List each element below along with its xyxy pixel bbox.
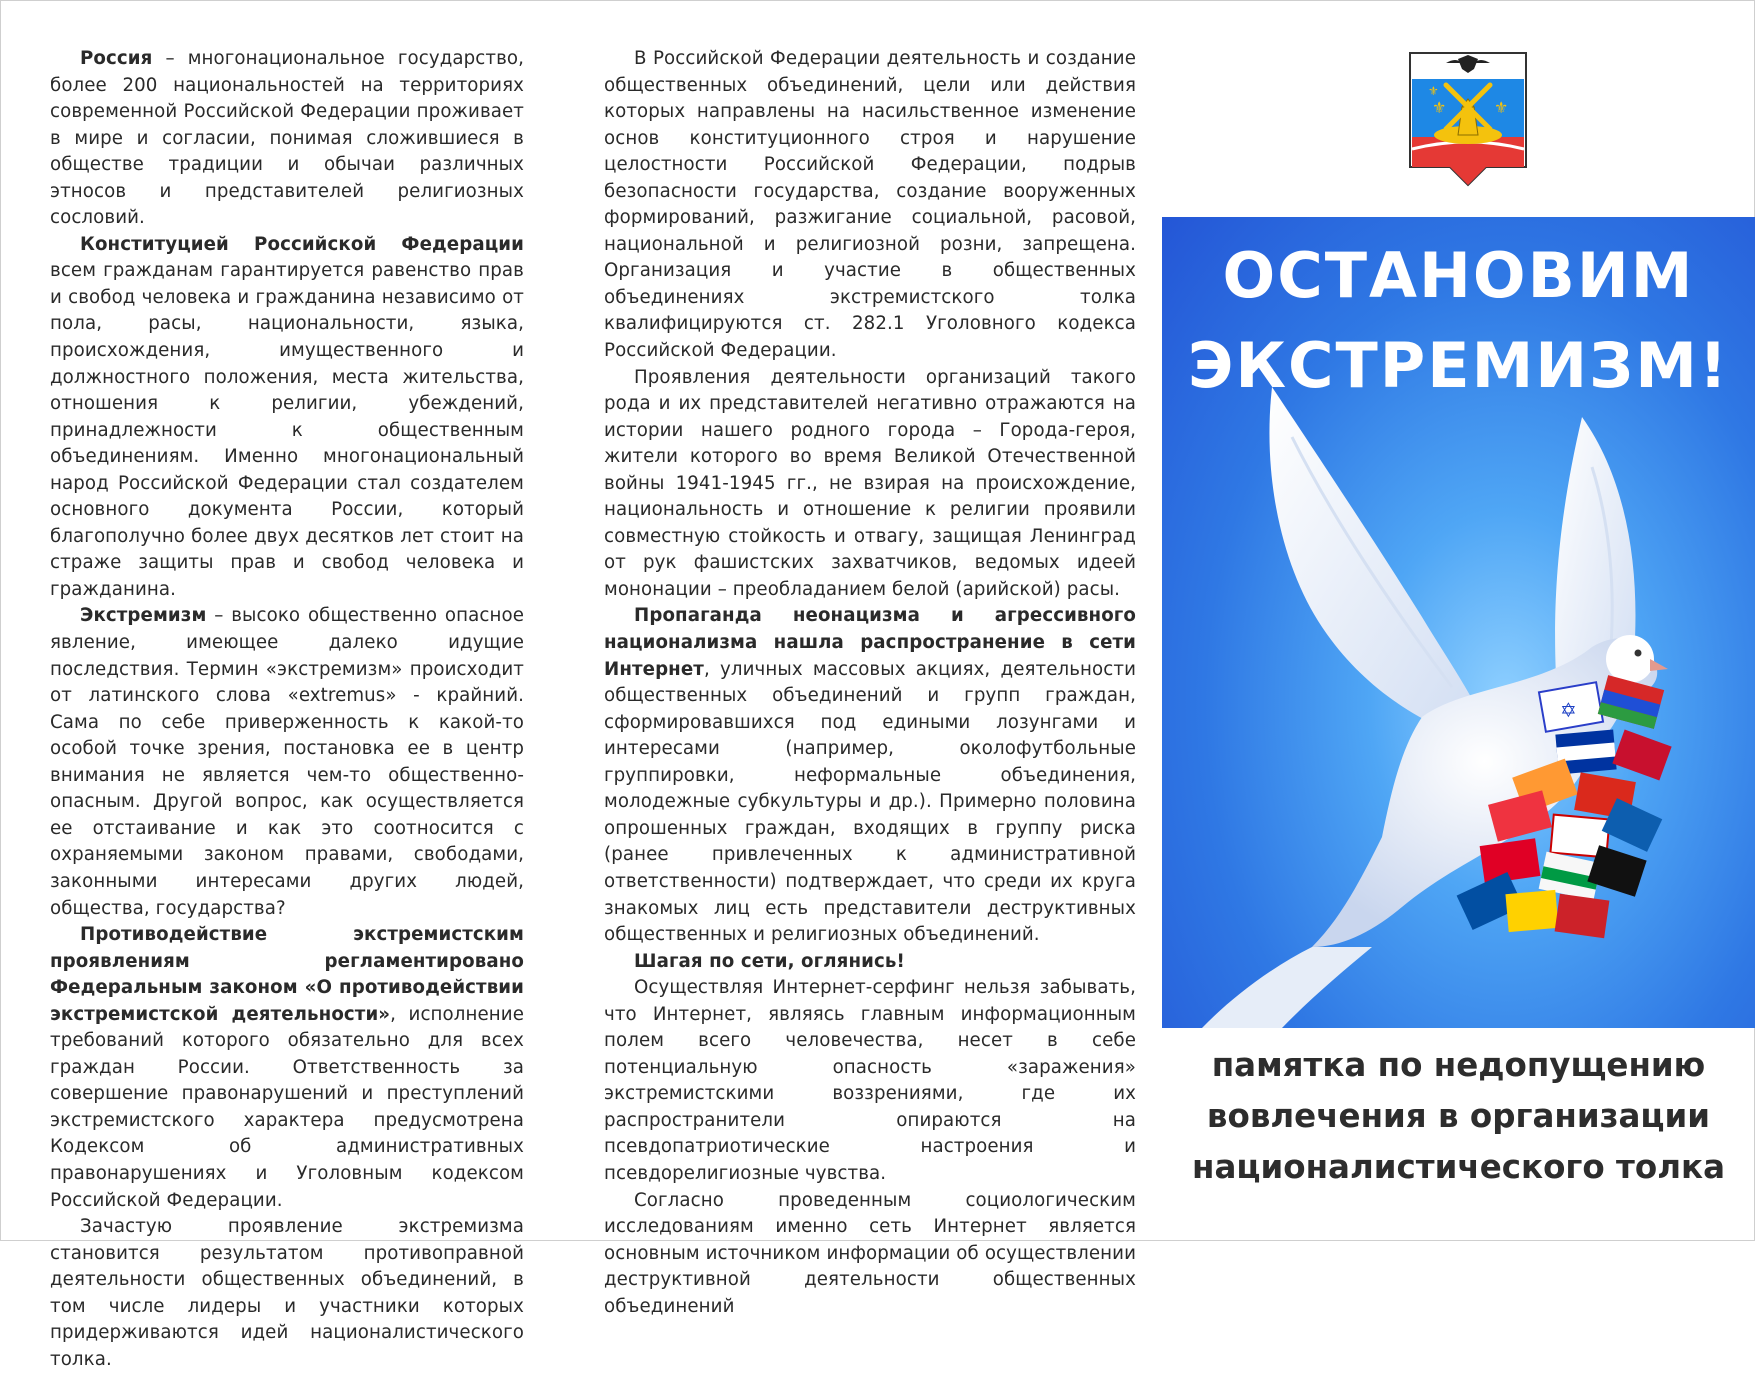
paragraph-organizations: Зачастую проявление экстремизма становится результатом противоправной деятельности общественных объединений, в том числе лидеры и участники которых придерживаются идей националистического толка. [50,1216,524,1370]
cover-title-line1: ОСТАНОВИМ [1222,239,1695,312]
subtitle-line2: вовлечения в организации [1206,1097,1711,1135]
city-crest-icon [1406,49,1530,195]
middle-text-column [604,46,1136,1320]
svg-text:⚜: ⚜ [1494,98,1509,117]
cover-subtitle [1162,1040,1755,1193]
paragraph-history: Проявления деятельности организаций такого рода и их представителей негативно отражаются на истории нашего родного города – Города-героя, жители которого во время Великой Отечественной войны 1941-1945 гг., не взирая на происхождение, национальность и отношение к религии проявили совместную стойкость и отвагу, защищая Ленинград от рук фашистских захватчиков, ведомых идеей мононации – преобладанием белой (арийской) расы. [604,366,1136,600]
svg-text:✡: ✡ [1560,698,1577,722]
term-constitution: Конституцией Российской Федерации [80,233,524,255]
term-federal-law: Противодействие экстремистским проявлениям регламентировано Федеральным законом «О противодействии экстремистской деятельности» [50,924,524,1025]
subtitle-line1: памятка по недопущению [1211,1046,1706,1084]
dove-with-flags-image [1162,387,1755,1028]
section-heading: Шагая по сети, оглянись! [634,950,905,972]
term-russia: Россия [80,48,153,69]
paragraph-propaganda: Пропаганда неонацизма и агрессивного национализма нашла распространение в сети Интернет, уличных массовых акциях, деятельности общественных объединений и групп граждан, сформировавшихся под едиными лозунгами и интересами (например, околофутбольные группировки, неформальные объединения, молодежные субкультуры и др.). Примерно половина опрошенных граждан, входящих в группу риска (ранее привлеченных к административной ответственности) подтверждает, что среди их круга знакомых лиц есть представители деструктивных общественных и религиозных объединений. [604,605,1136,946]
paragraph-federal-law: Противодействие экстремистским проявлениям регламентировано Федеральным законом «О противодействии экстремистской деятельности», исполнение требований которого обязательно для всех граждан России. Ответственность за совершение правонарушений и преступлений экстремистского характера предусмотрена Кодексом об административных правонарушениях и Уголовным кодексом Российской Федерации. [50,924,524,1211]
svg-text:⚜: ⚜ [1432,98,1447,117]
cover-title-line2: ЭКСТРЕМИЗМ! [1187,329,1730,402]
paragraph-russia: Россия – многонациональное государство, более 200 национальностей на территориях современной Российской Федерации проживает в мире и согласии, понимая сложившиеся в обществе традиции и обычаи различных этносов и представителей религиозных сословий. [50,48,524,229]
subtitle-line3: националистического толка [1192,1148,1725,1186]
term-propaganda: Пропаганда неонацизма и агрессивного национализма нашла распространение в сети Интернет [604,605,1136,680]
paragraph-extremism: Экстремизм – высоко общественно опасное явление, имеющее далеко идущие последствия. Термин «экстремизм» происходит от латинского слова «extremus» - крайний. Сама по себе приверженность к какой-то особой точке зрения, постановка ее в центр внимания не является чем-то общественно-опасным. Другой вопрос, как осуществляется ее отстаивание и как это соотносится с охраняемыми законом правами, свободами, законными интересами других людей, общества, государства? [50,605,524,919]
paragraph-internet: Осуществляя Интернет-серфинг нельзя забывать, что Интернет, являясь главным информационным полем всего человечества, несет в себе потенциальную опасность «заражения» экстремистскими воззрениями, где их распространители опираются на псевдопатриотические настроения и псевдорелигиозные чувства. [604,977,1136,1184]
paragraph-constitution: Конституцией Российской Федерации всем гражданам гарантируется равенство прав и свобод человека и гражданина независимо от пола, расы, национальности, языка, происхождения, имущественного и должностного положения, места жительства, отношения к религии, убеждений, принадлежности к общественным объединениям. Именно многонациональный народ Российской Федерации стал создателем основного документа России, который благополучно более двух десятков лет стоит на страже защиты прав и свобод человека и гражданина. [50,233,524,600]
svg-text:⚜: ⚜ [1428,84,1439,98]
term-extremism: Экстремизм [80,605,207,627]
left-text-column [50,46,524,1373]
cover-panel [1162,217,1755,1028]
paragraph-prohibition: В Российской Федерации деятельность и создание общественных объединений, цели или действия которых направлены на насильственное изменение основ конституционного строя и нарушение целостности Российской Федерации, подрыв безопасности государства, создание вооруженных формирований, разжигание социальной, расовой, национальной и религиозной розни, запрещена. Организация и участие в общественных объединениях экстремистского толка квалифицируются ст. 282.1 Уголовного кодекса Российской Федерации. [604,48,1136,362]
paragraph-research: Согласно проведенным социологическим исследованиям именно сеть Интернет является основным источником информации об осуществлении деструктивной деятельности общественных объединений [604,1189,1136,1317]
